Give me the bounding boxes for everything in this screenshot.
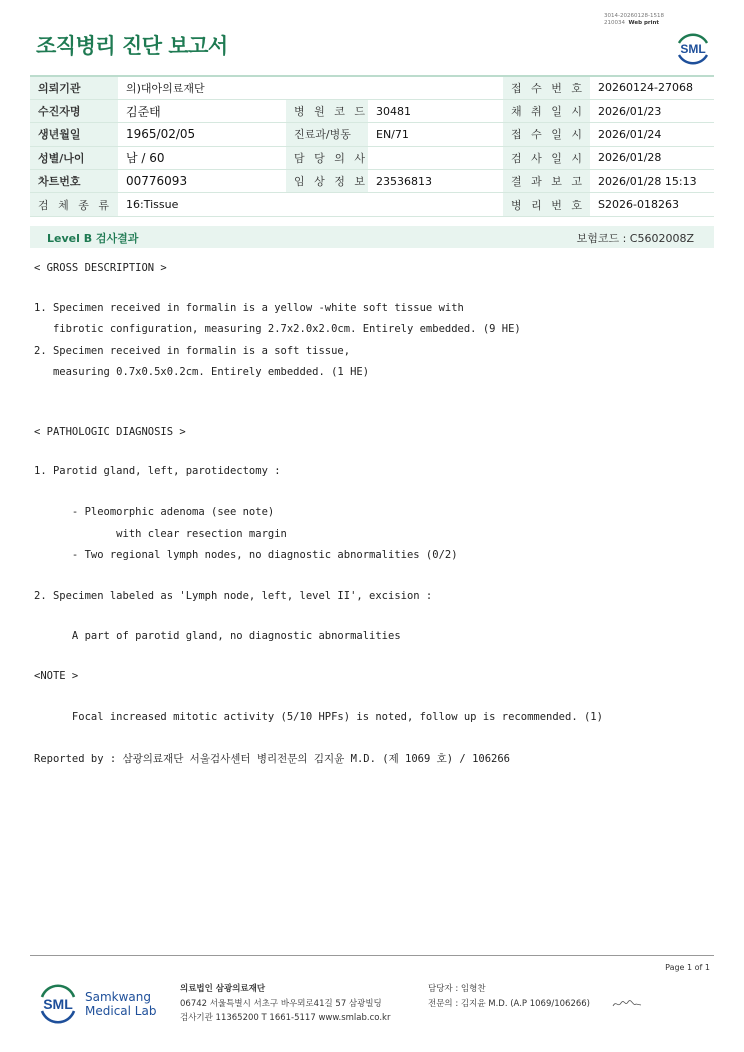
diagnosis-item-1b: with clear resection margin: [34, 528, 287, 540]
sml-logo-text: SML: [680, 42, 706, 56]
print-meta-line1: 3014-20260128-1518: [604, 13, 664, 19]
footer-address: 06742 서울특별시 서초구 바우뫼로41길 57 삼광빌딩: [180, 999, 382, 1009]
receive-date-value: 2026/01/24: [590, 123, 714, 146]
clinical-info-label: 임 상 정 보: [286, 170, 368, 193]
table-row: [30, 123, 714, 146]
exam-date-label: 검 사 일 시: [503, 146, 590, 169]
patient-name-label: 수진자명: [30, 99, 118, 122]
clinical-info-value: 23536813: [368, 170, 503, 193]
gross-item-2b: measuring 0.7x0.5x0.2cm. Entirely embedded. (1 HE): [34, 366, 370, 378]
diagnosis-item-2: 2. Specimen labeled as 'Lymph node, left, level II', excision :: [34, 590, 433, 602]
reported-by: Reported by : 삼광의료재단 서울검사센터 병리전문의 김지윤 M.D. (제 1069 호) / 106266: [34, 753, 511, 765]
gross-description-header: < GROSS DESCRIPTION >: [34, 262, 167, 274]
sml-logo: [673, 28, 713, 68]
insurance-code: 보험코드 : C5602008Z: [576, 232, 694, 245]
table-row: [30, 193, 714, 216]
org-label: 의뢰기관: [30, 76, 118, 99]
page-number: Page 1 of 1: [665, 963, 710, 972]
collect-date-label: 채 취 일 시: [503, 99, 590, 122]
receive-date-label: 접 수 일 시: [503, 123, 590, 146]
hospital-code-label: 병 원 코 드: [286, 99, 368, 122]
print-meta-label: Web print: [628, 20, 660, 26]
doctor-value: [368, 146, 503, 169]
accession-no-value: 20260124-27068: [590, 76, 714, 99]
diagnosis-item-1a: - Pleomorphic adenoma (see note): [34, 506, 275, 518]
hospital-code-value: 30481: [368, 99, 503, 122]
sex-age-label: 성별/나이: [30, 146, 118, 169]
gross-item-1a: 1. Specimen received in formalin is a yellow -white soft tissue with: [34, 302, 464, 314]
specimen-type-label: 검 체 종 류: [30, 193, 118, 216]
footer-contact: 검사기관 11365200 T 1661-5117 www.smlab.co.kr: [180, 1013, 391, 1023]
collect-date-value: 2026/01/23: [590, 99, 714, 122]
note-header: <NOTE >: [34, 670, 79, 682]
gross-item-2a: 2. Specimen received in formalin is a soft tissue,: [34, 345, 351, 357]
specimen-type-value: 16:Tissue: [118, 193, 503, 216]
diagnosis-header: < PATHOLOGIC DIAGNOSIS >: [34, 426, 186, 438]
sml-footer-logo-text: SML: [43, 996, 73, 1012]
exam-date-value: 2026/01/28: [590, 146, 714, 169]
dept-label: 진료과/병동: [286, 123, 368, 146]
note-item-1: Focal increased mitotic activity (5/10 HPFs) is noted, follow up is recommended. (1): [34, 711, 603, 723]
signature-icon: [612, 998, 642, 1010]
doctor-label: 담 당 의 사: [286, 146, 368, 169]
dept-value: EN/71: [368, 123, 503, 146]
brand-name-line1: Samkwang: [85, 990, 151, 1004]
print-meta: [604, 13, 664, 27]
table-row: [30, 76, 714, 99]
table-row: [30, 99, 714, 122]
level-result-bar: [30, 226, 714, 248]
diagnosis-item-1c: - Two regional lymph nodes, no diagnostic abnormalities (0/2): [34, 549, 458, 561]
diagnosis-item-1: 1. Parotid gland, left, parotidectomy :: [34, 465, 281, 477]
brand-name-line2: Medical Lab: [85, 1004, 157, 1018]
chart-no-value: 00776093: [118, 170, 286, 193]
accession-no-label: 접 수 번 호: [503, 76, 590, 99]
result-report-value: 2026/01/28 15:13: [590, 170, 714, 193]
dob-label: 생년월일: [30, 123, 118, 146]
patient-name-value: 김준태: [118, 99, 286, 122]
diagnosis-item-2a: A part of parotid gland, no diagnostic abnormalities: [34, 630, 401, 642]
gross-item-1b: fibrotic configuration, measuring 2.7x2.0x2.0cm. Entirely embedded. (9 HE): [34, 323, 521, 335]
pathology-no-label: 병 리 번 호: [503, 193, 590, 216]
pathology-no-value: S2026-018263: [590, 193, 714, 216]
result-report-label: 결 과 보 고: [503, 170, 590, 193]
footer-specialist: 전문의 : 김지윤 M.D. (A.P 1069/106266): [428, 999, 590, 1009]
table-row: [30, 146, 714, 169]
sex-age-value: 남 / 60: [118, 146, 286, 169]
table-row: [30, 170, 714, 193]
page-title: 조직병리 진단 보고서: [36, 34, 228, 58]
patient-info-table: [30, 75, 714, 217]
chart-no-label: 차트번호: [30, 170, 118, 193]
footer-divider: [30, 955, 714, 956]
org-value: 의)대아의료재단: [118, 76, 503, 99]
dob-value: 1965/02/05: [118, 123, 286, 146]
print-meta-code: 210034: [604, 20, 625, 26]
footer-manager: 담당자 : 임형찬: [428, 984, 486, 994]
sml-footer-logo: [37, 980, 79, 1026]
level-label: Level B 검사결과: [47, 232, 139, 245]
footer-org-name: 의료법인 삼광의료재단: [180, 984, 266, 994]
